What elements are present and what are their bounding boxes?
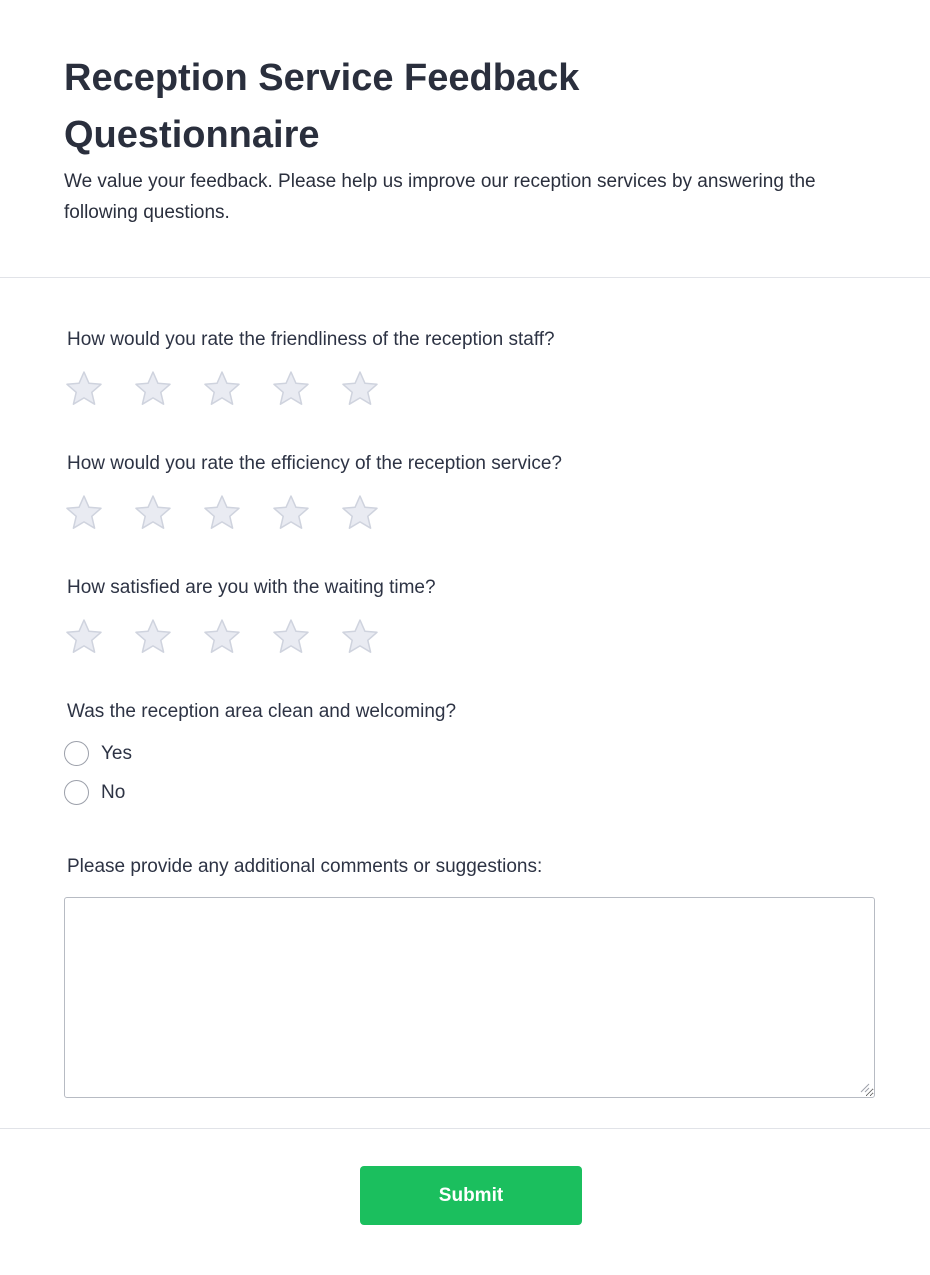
question-label-friendliness: How would you rate the friendliness of the reception staff?: [67, 329, 555, 350]
resize-grip-icon[interactable]: [858, 1081, 870, 1093]
radio-option-no[interactable]: [64, 780, 264, 806]
star-icon[interactable]: [64, 369, 104, 409]
star-icon[interactable]: [340, 369, 380, 409]
comments-label: Please provide any additional comments or suggestions:: [67, 856, 543, 877]
radio-label-no: No: [101, 782, 126, 803]
star-icon[interactable]: [271, 369, 311, 409]
question-label-efficiency: How would you rate the efficiency of the reception service?: [67, 453, 562, 474]
star-rating-waiting-time[interactable]: [64, 617, 394, 657]
question-label-waiting-time: How satisfied are you with the waiting time?: [67, 577, 436, 598]
star-icon[interactable]: [202, 493, 242, 533]
star-icon[interactable]: [202, 369, 242, 409]
star-icon[interactable]: [340, 617, 380, 657]
star-icon[interactable]: [133, 369, 173, 409]
comments-textarea[interactable]: [64, 897, 875, 1098]
star-rating-friendliness[interactable]: [64, 369, 394, 409]
star-icon[interactable]: [64, 493, 104, 533]
submit-button[interactable]: Submit: [360, 1166, 582, 1225]
star-icon[interactable]: [202, 617, 242, 657]
star-icon[interactable]: [64, 617, 104, 657]
star-icon[interactable]: [271, 493, 311, 533]
page-description: We value your feedback. Please help us improve our reception services by answering the following questions.: [64, 171, 816, 223]
radio-option-yes[interactable]: [64, 741, 264, 767]
radio-button-no[interactable]: [64, 780, 89, 805]
star-icon[interactable]: [133, 617, 173, 657]
page-title: Reception Service Feedback Questionnaire: [64, 57, 580, 156]
question-label-cleanliness: Was the reception area clean and welcoming?: [67, 701, 457, 722]
radio-button-yes[interactable]: [64, 741, 89, 766]
radio-label-yes: Yes: [101, 743, 132, 764]
star-icon[interactable]: [271, 617, 311, 657]
star-icon[interactable]: [133, 493, 173, 533]
star-rating-efficiency[interactable]: [64, 493, 394, 533]
star-icon[interactable]: [340, 493, 380, 533]
form-header: [0, 0, 930, 278]
